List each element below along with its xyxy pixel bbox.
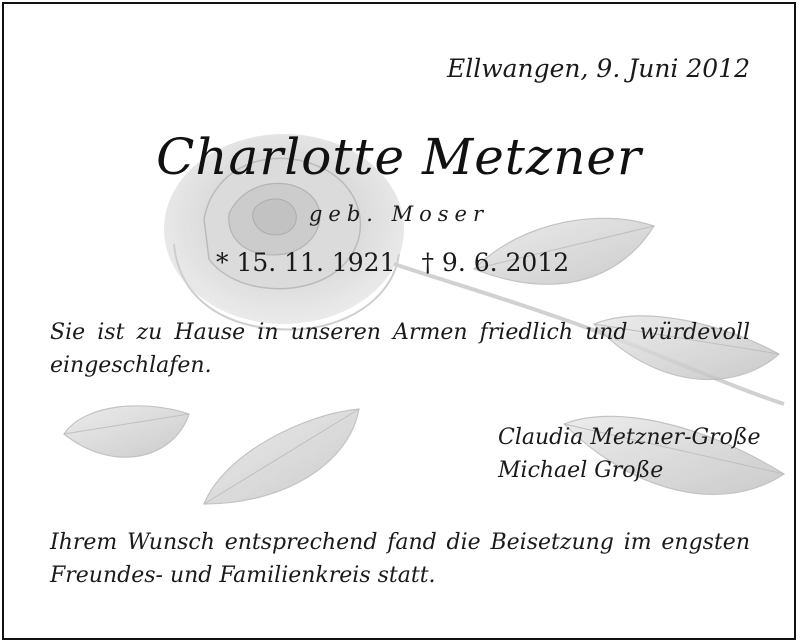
birth-date: * 15. 11. 1921 [216, 248, 396, 277]
notice-paragraph-2: Ihrem Wunsch entsprechend fand die Beisetzung im engsten Freundes- und Familienkreis statt. [50, 530, 750, 588]
place-and-date: Ellwangen, 9. Juni 2012 [446, 54, 750, 83]
death-date: † 9. 6. 2012 [421, 248, 570, 277]
deceased-name: Charlotte Metzner [156, 128, 642, 186]
signer-name: Claudia Metzner-Große [498, 425, 761, 450]
signer-name: Michael Große [498, 458, 664, 483]
signers-block [498, 421, 761, 487]
maiden-name: geb. Moser [308, 202, 490, 226]
notice-paragraph-1: Sie ist zu Hause in unseren Armen friedlich und würdevoll eingeschlafen. [50, 320, 750, 378]
obituary-notice [2, 2, 796, 640]
life-dates [216, 248, 569, 277]
